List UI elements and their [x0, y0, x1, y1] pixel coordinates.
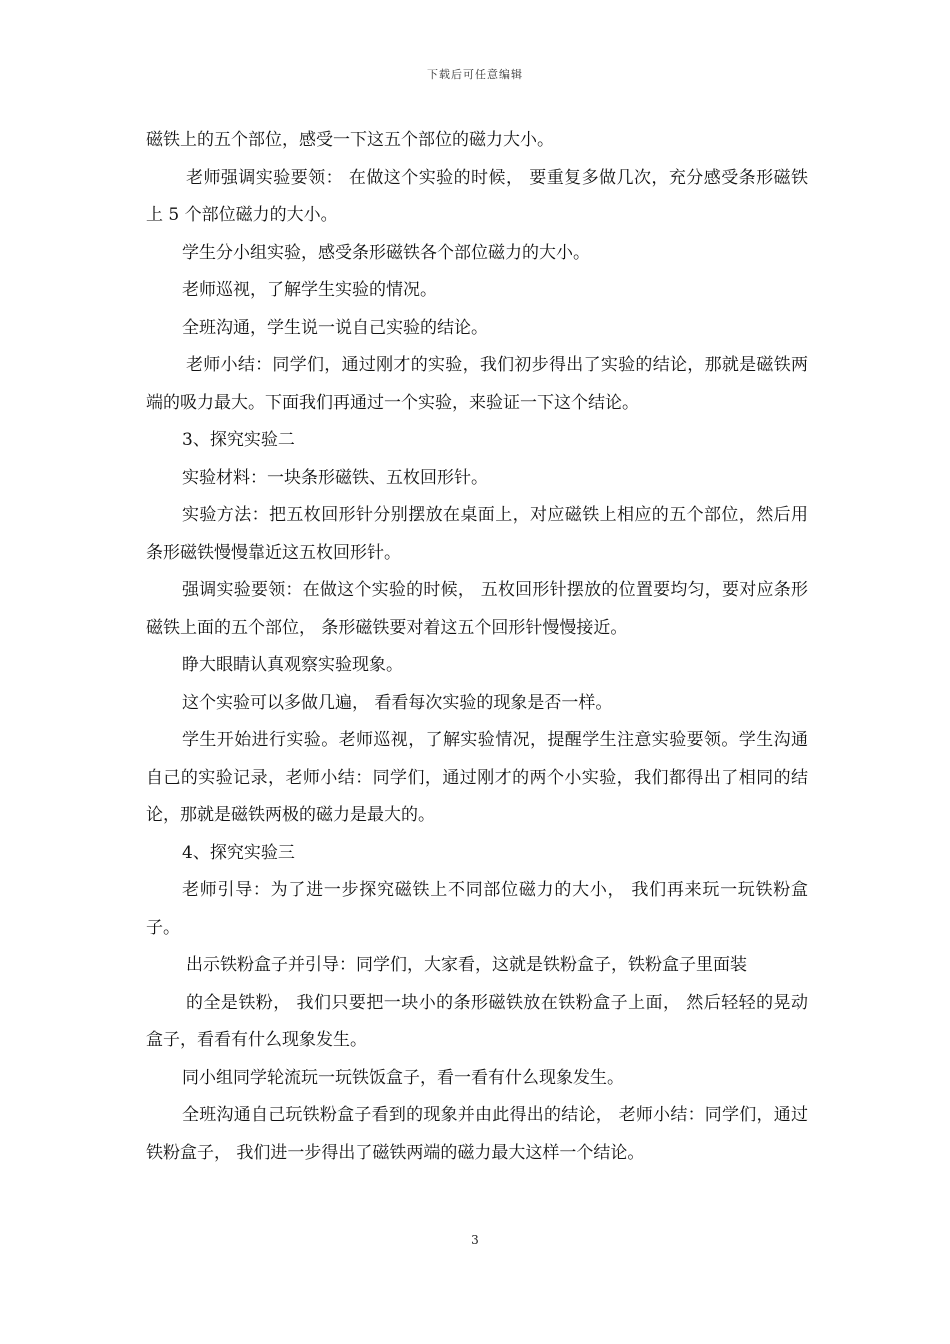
paragraph: 强调实验要领：在做这个实验的时候， 五枚回形针摆放的位置要均匀，要对应条形磁铁上面的五个部位， 条形磁铁要对着这五个回形针慢慢接近。	[146, 580, 808, 638]
paragraph: 全班沟通自己玩铁粉盒子看到的现象并由此得出的结论， 老师小结：同学们，通过铁粉盒子， 我们进一步得出了磁铁两端的磁力最大这样一个结论。	[146, 1105, 808, 1163]
paragraph: 这个实验可以多做几遍， 看看每次实验的现象是否一样。	[182, 692, 613, 713]
paragraph: 实验材料：一块条形磁铁、五枚回形针。	[182, 467, 488, 488]
paragraph: 全班沟通，学生说一说自己实验的结论。	[182, 317, 488, 338]
paragraph: 磁铁上的五个部位，感受一下这五个部位的磁力大小。	[146, 130, 554, 150]
paragraph: 学生开始进行实验。老师巡视，了解实验情况，提醒学生注意实验要领。学生沟通自己的实验记录，老师小结：同学们，通过刚才的两个小实验，我们都得出了相同的结论，那就是磁铁两极的磁力是最大的。	[146, 730, 808, 825]
paragraph: 老师强调实验要领： 在做这个实验的时候， 要重复多做几次，充分感受条形磁铁上 5 个部位磁力的大小。	[146, 167, 808, 225]
section-heading: 4、探究实验三	[182, 842, 295, 863]
paragraph: 同小组同学轮流玩一玩铁饭盒子，看一看有什么现象发生。	[182, 1067, 624, 1088]
section-heading: 3、探究实验二	[182, 430, 295, 450]
paragraph: 老师巡视，了解学生实验的情况。	[182, 280, 437, 300]
page-number: 3	[471, 1233, 479, 1247]
page-header: 下载后可任意编辑	[427, 68, 523, 81]
document-body	[146, 122, 808, 1172]
paragraph: 的全是铁粉， 我们只要把一块小的条形磁铁放在铁粉盒子上面， 然后轻轻的晃动盒子，看看有什么现象发生。	[146, 992, 808, 1050]
paragraph: 实验方法：把五枚回形针分别摆放在桌面上，对应磁铁上相应的五个部位，然后用条形磁铁慢慢靠近这五枚回形针。	[146, 505, 808, 563]
paragraph: 睁大眼睛认真观察实验现象。	[182, 655, 403, 675]
paragraph: 老师引导：为了进一步探究磁铁上不同部位磁力的大小， 我们再来玩一玩铁粉盒子。	[146, 880, 808, 938]
paragraph: 老师小结：同学们，通过刚才的实验，我们初步得出了实验的结论，那就是磁铁两端的吸力最大。下面我们再通过一个实验，来验证一下这个结论。	[146, 355, 808, 413]
paragraph: 出示铁粉盒子并引导：同学们，大家看，这就是铁粉盒子，铁粉盒子里面装	[186, 955, 747, 975]
paragraph: 学生分小组实验，感受条形磁铁各个部位磁力的大小。	[182, 242, 590, 263]
